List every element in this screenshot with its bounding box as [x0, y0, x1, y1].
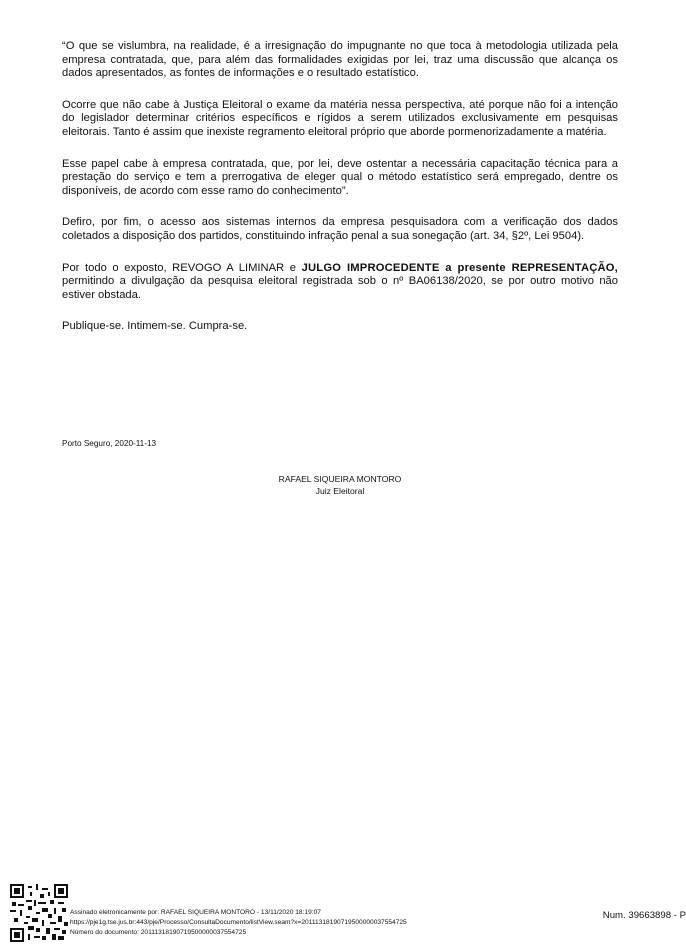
document-body	[62, 40, 618, 352]
document-url-link[interactable]: https://pje1g.tse.jus.br:443/pje/Processo/ConsultaDocumento/listView.seam?x=20111318190719500000037554725	[70, 919, 407, 926]
decision-text-2: permitindo a divulgação da pesquisa eleitoral registrada sob o nº BA06138/2020, se por outro motivo não estiver obstada.	[62, 275, 618, 301]
paragraph-4: Defiro, por fim, o acesso aos sistemas internos da empresa pesquisadora com a verificação dos dados coletados a disposição dos partidos, constituindo infração penal a sua sonegação (art. 34, §2º, Lei 9504).	[62, 216, 618, 242]
paragraph-2: Ocorre que não cabe à Justiça Eleitoral o exame da matéria nessa perspectiva, até porque não foi a intenção do legislador determinar critérios específicos e rígidos a serem utilizados exclusivamente em pesquisas eleitorais. Tanto é assim que inexiste regramento eleitoral próprio que aborde pormenorizadamente a matéria.	[62, 98, 618, 138]
qr-code-icon	[10, 884, 68, 942]
document-number-line: Número do documento: 20111318190719500000037554725	[70, 929, 247, 936]
document-num: Num. 39663898 - P	[602, 910, 686, 921]
signed-by-line: Assinado eletronicamente por: RAFAEL SIQUEIRA MONTORO - 13/11/2020 18:19:07	[70, 909, 321, 916]
paragraph-1: “O que se vislumbra, na realidade, é a irresignação do impugnante no que toca à metodologia utilizada pela empresa contratada, que, para além das formalidades exigidas por lei, traz uma discussão que alcança os dados apresentados, as fontes de informações e o resultado estatístico.	[62, 40, 618, 80]
decision-text-1: Por todo o exposto, REVOGO A LIMINAR e	[62, 261, 302, 274]
signer-role: Juiz Eleitoral	[315, 486, 365, 496]
signature-block	[62, 473, 618, 497]
place-date: Porto Seguro, 2020-11-13	[62, 439, 157, 448]
closing-paragraph: Publique-se. Intimem-se. Cumpra-se.	[62, 320, 248, 333]
document-footer	[0, 880, 686, 944]
decision-bold: JULGO IMPROCEDENTE a presente REPRESENTAÇÃO,	[301, 261, 618, 274]
paragraph-3: Esse papel cabe à empresa contratada, que, por lei, deve ostentar a necessária capacitação técnica para a prestação do serviço e tem a prerrogativa de eleger qual o método estatístico será empregado, dentre os disponíveis, de acordo com esse ramo do conhecimento”.	[62, 157, 618, 197]
signer-name: RAFAEL SIQUEIRA MONTORO	[278, 474, 402, 484]
decision-paragraph	[62, 262, 618, 303]
signature-info	[70, 908, 407, 938]
